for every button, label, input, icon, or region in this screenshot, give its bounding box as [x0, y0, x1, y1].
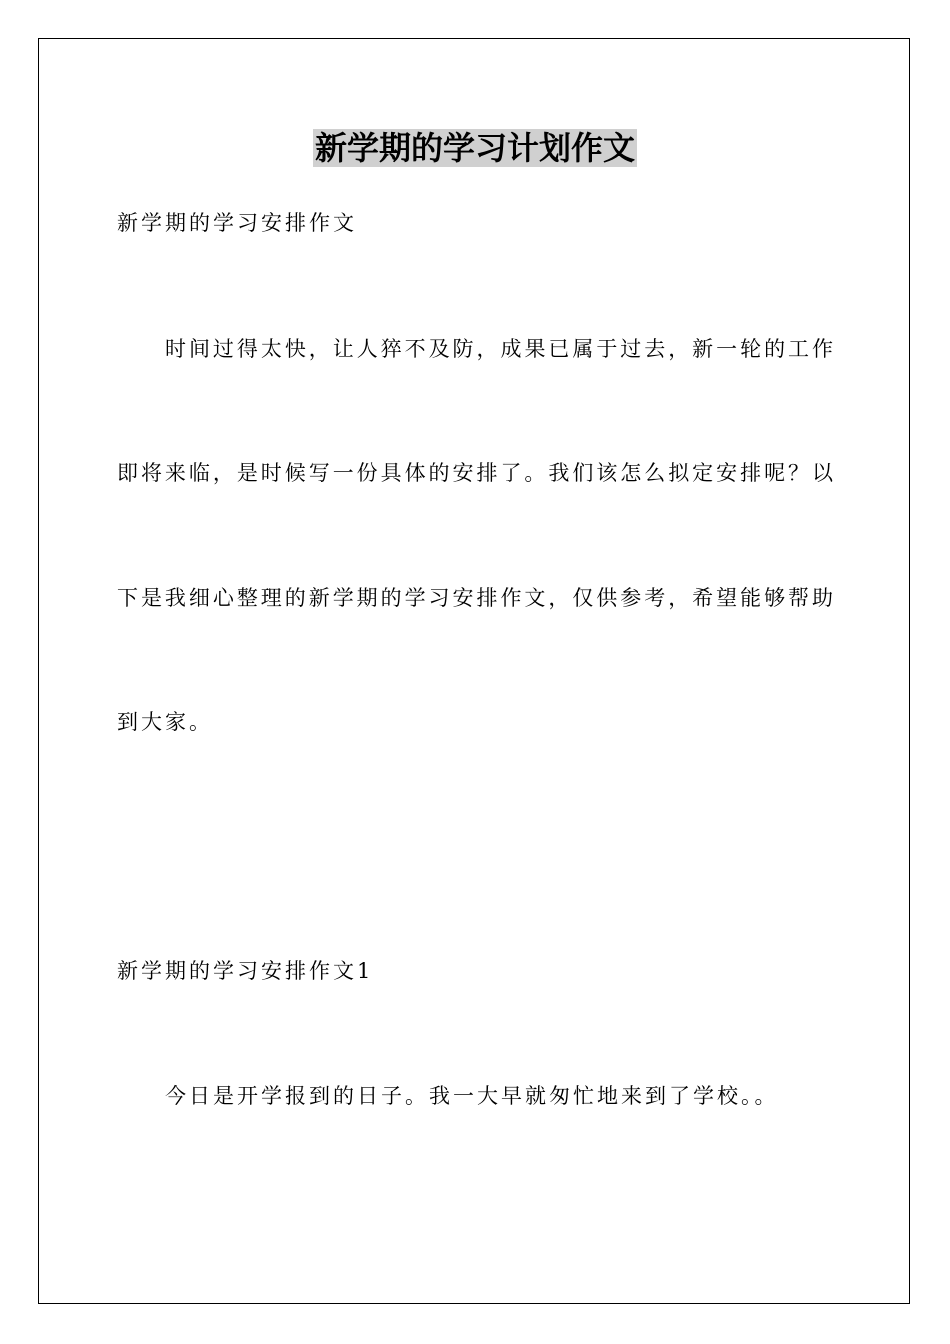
intro-line-4: 到大家。 [117, 710, 213, 734]
document-title [0, 124, 950, 172]
intro-line-3: 下是我细心整理的新学期的学习安排作文，仅供参考，希望能够帮助 [117, 586, 833, 610]
section-heading: 新学期的学习安排作文1 [117, 959, 374, 983]
section-paragraph-line: 今日是开学报到的日子。我一大早就匆忙地来到了学校。。 [165, 1084, 779, 1108]
document-title-text: 新学期的学习计划作文 [314, 129, 635, 167]
intro-line-1: 时间过得太快，让人猝不及防，成果已属于过去，新一轮的工作 [165, 337, 833, 361]
intro-line-2: 即将来临，是时候写一份具体的安排了。我们该怎么拟定安排呢？以 [117, 461, 833, 485]
document-subtitle: 新学期的学习安排作文 [117, 211, 357, 235]
